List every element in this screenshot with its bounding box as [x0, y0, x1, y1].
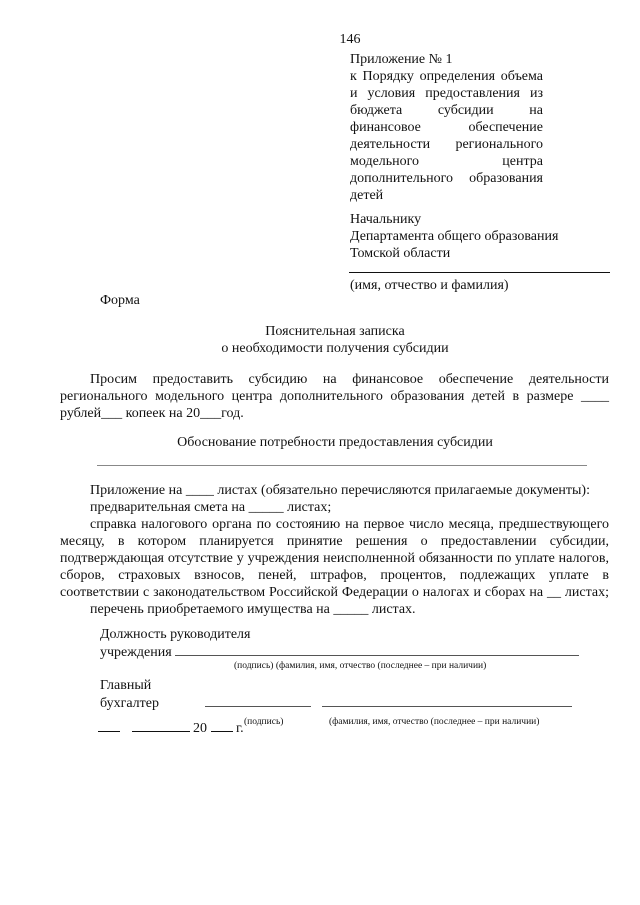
appendix-line: финансовое обеспечение — [350, 120, 543, 135]
head-position-label: Должность руководителя — [100, 627, 251, 642]
page-number: 146 — [339, 32, 361, 47]
head-signature-line — [175, 643, 579, 656]
name-fill-line — [349, 272, 610, 273]
accountant-label-2: бухгалтер — [100, 696, 159, 711]
appendix-line: деятельности регионального — [350, 137, 543, 152]
head-caption: (подпись) (фамилия, имя, отчество (последнее – при наличии) — [234, 661, 487, 671]
appendix-line: бюджета субсидии на — [350, 103, 543, 118]
accountant-label-1: Главный — [100, 678, 152, 693]
appendix-line: и условия предоставления из — [350, 86, 543, 101]
justification-fill-line — [97, 465, 587, 466]
request-line: Просим предоставить субсидию на финансовое обеспечение деятельности — [90, 372, 609, 387]
year-prefix: 20 — [193, 721, 207, 736]
title-line-2: о необходимости получения субсидии — [221, 341, 449, 356]
appendix-line: детей — [350, 188, 384, 203]
appendix-line: к Порядку определения объема — [350, 69, 543, 84]
addressee — [350, 211, 590, 262]
appendix-header — [350, 51, 543, 204]
day-blank — [98, 719, 120, 732]
attachments-line: перечень приобретаемого имущества на _____ листах. — [90, 602, 416, 617]
attachments-line: подтверждающая отсутствие у учреждения неисполненной обязанности по уплате налогов, — [60, 551, 609, 566]
accountant-name-caption: (фамилия, имя, отчество (последнее – при наличии) — [328, 717, 540, 727]
year-blank — [211, 719, 233, 732]
appendix-line: модельного центра — [350, 154, 543, 169]
attachments-line: справка налогового органа по состоянию на первое число месяца, предшествующего — [90, 517, 609, 532]
request-paragraph — [60, 371, 609, 422]
addressee-line: Томской области — [350, 246, 451, 261]
date-line — [98, 719, 244, 737]
attachments-line: сборов, страховых взносов, пеней, штрафов, процентов, подлежащих уплате в — [60, 568, 609, 583]
year-suffix: г. — [236, 721, 244, 736]
attachments-line: предварительная смета на _____ листах; — [90, 500, 332, 515]
appendix-line: Приложение № 1 — [350, 52, 453, 67]
name-caption: (имя, отчество и фамилия) — [350, 278, 509, 293]
title-line-1: Пояснительная записка — [265, 324, 405, 339]
request-line: рублей___ копеек на 20___год. — [60, 406, 244, 421]
month-blank — [132, 719, 190, 732]
request-line: регионального модельного центра дополнительного образования детей в размере ____ — [60, 389, 609, 404]
accountant-name-line — [322, 694, 572, 707]
addressee-line: Начальнику — [350, 212, 422, 227]
accountant-sign-caption: (подпись) — [244, 717, 284, 727]
attachments-list — [60, 482, 609, 618]
head-institution-label: учреждения — [100, 645, 172, 660]
accountant-row — [100, 694, 580, 712]
attachments-line: Приложение на ____ листах (обязательно перечисляются прилагаемые документы): — [90, 483, 590, 498]
accountant-signature-line — [205, 694, 311, 707]
justification-heading: Обоснование потребности предоставления субсидии — [177, 435, 493, 450]
document-title — [60, 323, 610, 357]
appendix-line: дополнительного образования — [350, 171, 543, 186]
form-label: Форма — [100, 293, 140, 308]
addressee-line: Департамента общего образования — [350, 229, 559, 244]
attachments-line: месяцу, в котором планируется принятие решения о предоставлении субсидии, — [60, 534, 609, 549]
signature-block — [100, 626, 580, 729]
head-row — [100, 643, 580, 661]
attachments-line: соответствии с законодательством Российской Федерации о налогах и сборах на __ листах; — [60, 585, 609, 600]
